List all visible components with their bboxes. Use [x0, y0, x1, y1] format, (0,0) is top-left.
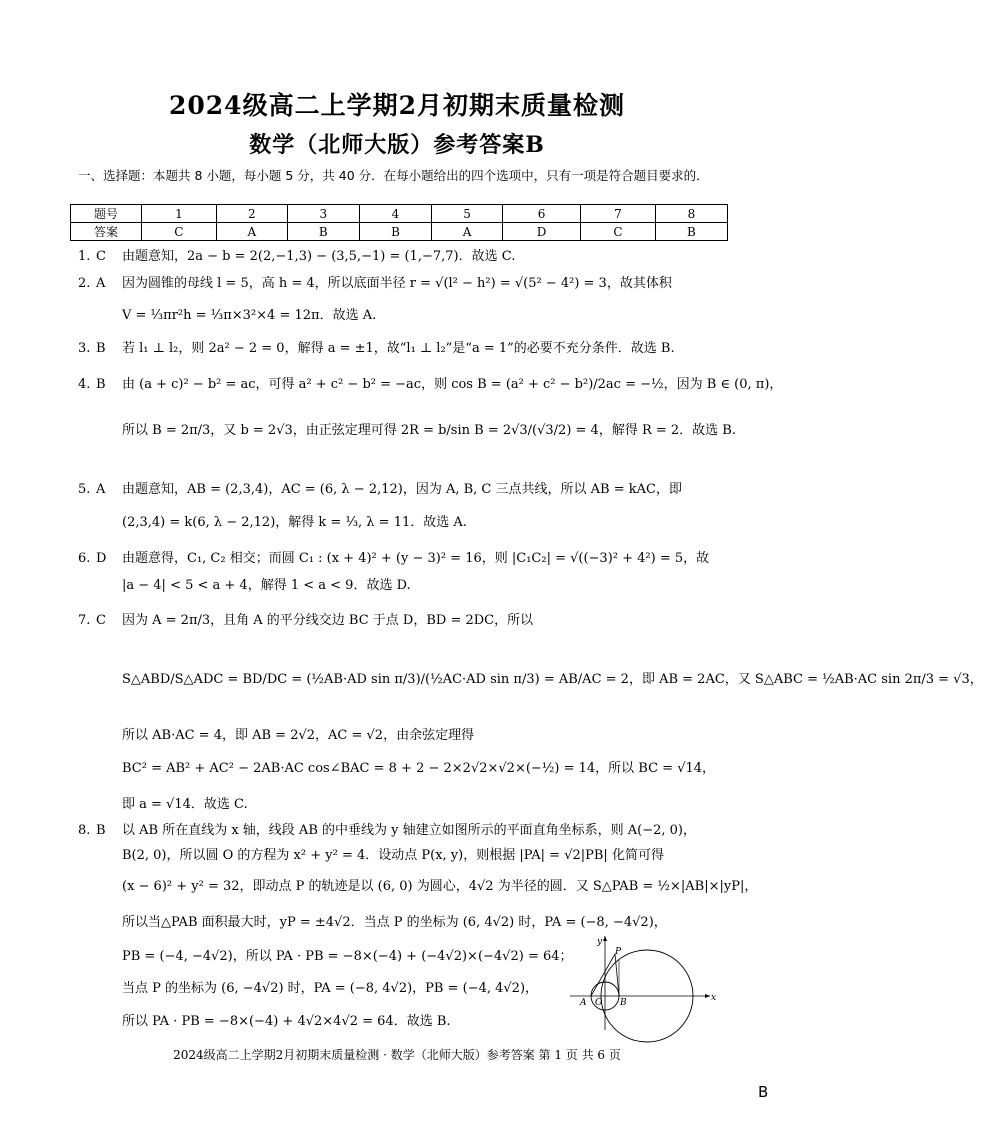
question-number: 7. — [78, 613, 91, 628]
question-answer: B — [96, 341, 106, 356]
question-number: 3. — [78, 341, 91, 356]
question-answer: C — [96, 613, 106, 628]
question-number: 5. — [78, 482, 91, 497]
question-answer: B — [96, 377, 106, 392]
question-4 — [78, 376, 783, 396]
table-cell: 3 — [287, 205, 359, 223]
solution-line: (x − 6)² + y² = 32，即动点 P 的轨迹是以 (6, 0) 为圆心，4√2 为半径的圆．又 S△PAB = ½×|AB|×|yP|， — [122, 879, 758, 894]
question-solution: 由题意知，AB = (2,3,4)，AC = (6, λ − 2,12)，因为 A, B, C 三点共线，所以 AB = kAC，即 — [122, 482, 682, 497]
table-header-cell: 题号 — [71, 205, 142, 223]
table-cell: 6 — [503, 205, 581, 223]
question-solution: 因为 A = 2π/3，且角 A 的平分线交边 BC 于点 D，BD = 2DC，所以 — [122, 613, 534, 628]
question-answer: A — [96, 276, 106, 291]
x-axis-arrow — [705, 994, 710, 998]
solution-line: 所以当△PAB 面积最大时，yP = ±4√2．当点 P 的坐标为 (6, 4√2) 时，PA = (−8, −4√2)， — [122, 915, 667, 930]
page-subtitle: 数学（北师大版）参考答案B — [249, 132, 545, 158]
question-number: 8. — [78, 823, 91, 838]
table-cell: B — [287, 223, 359, 241]
coordinate-figure — [565, 932, 725, 1032]
question-number: 6. — [78, 551, 91, 566]
y-axis-arrow — [603, 936, 607, 941]
table-cell: 4 — [359, 205, 431, 223]
table-cell: 8 — [655, 205, 727, 223]
table-cell: B — [359, 223, 431, 241]
x-axis-label: x — [711, 993, 717, 1003]
solution-line: 所以 AB·AC = 4，即 AB = 2√2，AC = √2，由余弦定理得 — [122, 728, 475, 743]
question-6 — [78, 550, 718, 570]
table-cell: A — [216, 223, 287, 241]
table-cell: C — [142, 223, 217, 241]
solution-line: 所以 PA · PB = −8×(−4) + 4√2×4√2 = 64．故选 B. — [122, 1014, 451, 1029]
question-2 — [78, 275, 718, 295]
solution-line: PB = (−4, −4√2)，所以 PA · PB = −8×(−4) + (−4√2)×(−4√2) = 64； — [122, 949, 573, 964]
table-header-cell: 答案 — [71, 223, 142, 241]
question-answer: C — [96, 249, 106, 264]
question-8 — [78, 822, 718, 842]
table-cell: 5 — [432, 205, 503, 223]
question-number: 1. — [78, 249, 91, 264]
solution-line: 当点 P 的坐标为 (6, −4√2) 时，PA = (−8, 4√2)，PB = (−4, 4√2)， — [122, 981, 539, 996]
solution-line: B(2, 0)，所以圆 O 的方程为 x² + y² = 4．设动点 P(x, y)，则根据 |PA| = √2|PB| 化简可得 — [122, 848, 664, 863]
question-solution: 由题意得，C₁, C₂ 相交；而圆 C₁ : (x + 4)² + (y − 3)² = 16，则 |C₁C₂| = √((−3)² + 4²) = 5，故 — [122, 551, 710, 566]
question-solution: 由题意知，2a − b = 2(2,−1,3) − (3,5,−1) = (1,−7,7)．故选 C. — [122, 249, 516, 264]
question-1 — [78, 248, 718, 268]
y-axis-label: y — [597, 937, 603, 947]
page-title: 2024级高二上学期2月初期末质量检测 — [169, 91, 625, 120]
question-solution: 若 l₁ ⊥ l₂，则 2a² − 2 = 0，解得 a = ±1，故“l₁ ⊥ l₂”是“a = 1”的必要不充分条件．故选 B. — [122, 341, 675, 356]
section-heading: 一、选择题：本题共 8 小题，每小题 5 分，共 40 分．在每小题给出的四个选项中，只有一项是符合题目要求的． — [78, 168, 709, 183]
point-a-label: A — [580, 998, 587, 1008]
question-5 — [78, 481, 718, 501]
question-3 — [78, 340, 718, 360]
question-number: 2. — [78, 276, 91, 291]
table-cell: D — [503, 223, 581, 241]
solution-line: V = ⅓πr²h = ⅓π×3²×4 = 12π．故选 A. — [122, 308, 377, 323]
answer-table — [70, 204, 728, 241]
question-answer: A — [96, 482, 106, 497]
solution-line: |a − 4| < 5 < a + 4，解得 1 < a < 9．故选 D. — [122, 578, 411, 593]
question-7 — [78, 612, 718, 632]
question-number: 4. — [78, 377, 91, 392]
question-solution: 以 AB 所在直线为 x 轴，线段 AB 的中垂线为 y 轴建立如图所示的平面直角坐标系，则 A(−2, 0)， — [122, 823, 696, 838]
point-p-label: P — [615, 947, 622, 957]
question-answer: D — [96, 551, 107, 566]
table-cell: 7 — [581, 205, 656, 223]
solution-line: (2,3,4) = k(6, λ − 2,12)，解得 k = ⅓, λ = 11．故选 A. — [122, 515, 467, 530]
solution-line: 所以 B = 2π/3，又 b = 2√3，由正弦定理可得 2R = b/sin B = 2√3/(√3/2) = 4，解得 R = 2．故选 B. — [122, 423, 736, 438]
solution-line: 即 a = √14．故选 C. — [122, 797, 248, 812]
question-solution: 因为圆锥的母线 l = 5，高 h = 4，所以底面半径 r = √(l² − h²) = √(5² − 4²) = 3，故其体积 — [122, 276, 672, 291]
table-cell: A — [432, 223, 503, 241]
solution-line: S△ABD/S△ADC = BD/DC = (½AB·AD sin π/3)/(½AC·AD sin π/3) = AB/AC = 2，即 AB = 2AC，又 S△ABC = ½AB·AC sin 2π/3 = √3， — [122, 672, 983, 687]
table-row — [71, 223, 728, 241]
table-cell: B — [655, 223, 727, 241]
segment-pa — [591, 954, 615, 996]
table-cell: 2 — [216, 205, 287, 223]
question-answer: B — [96, 823, 106, 838]
point-o-label: O — [595, 998, 603, 1008]
solution-line: BC² = AB² + AC² − 2AB·AC cos∠BAC = 8 + 2 − 2×2√2×√2×(−½) = 14，所以 BC = √14， — [122, 761, 716, 776]
question-solution: 由 (a + c)² − b² = ac，可得 a² + c² − b² = −ac，则 cos B = (a² + c² − b²)/2ac = −½，因为 B ∈ (0, π)， — [122, 377, 783, 392]
table-cell: C — [581, 223, 656, 241]
page-footer: 2024级高二上学期2月初期末质量检测 · 数学（北师大版）参考答案 第 1 页 共 6 页 — [173, 1048, 621, 1062]
point-b-label: B — [620, 998, 627, 1008]
table-row — [71, 205, 728, 223]
corner-mark: B — [758, 1083, 769, 1101]
table-cell: 1 — [142, 205, 217, 223]
